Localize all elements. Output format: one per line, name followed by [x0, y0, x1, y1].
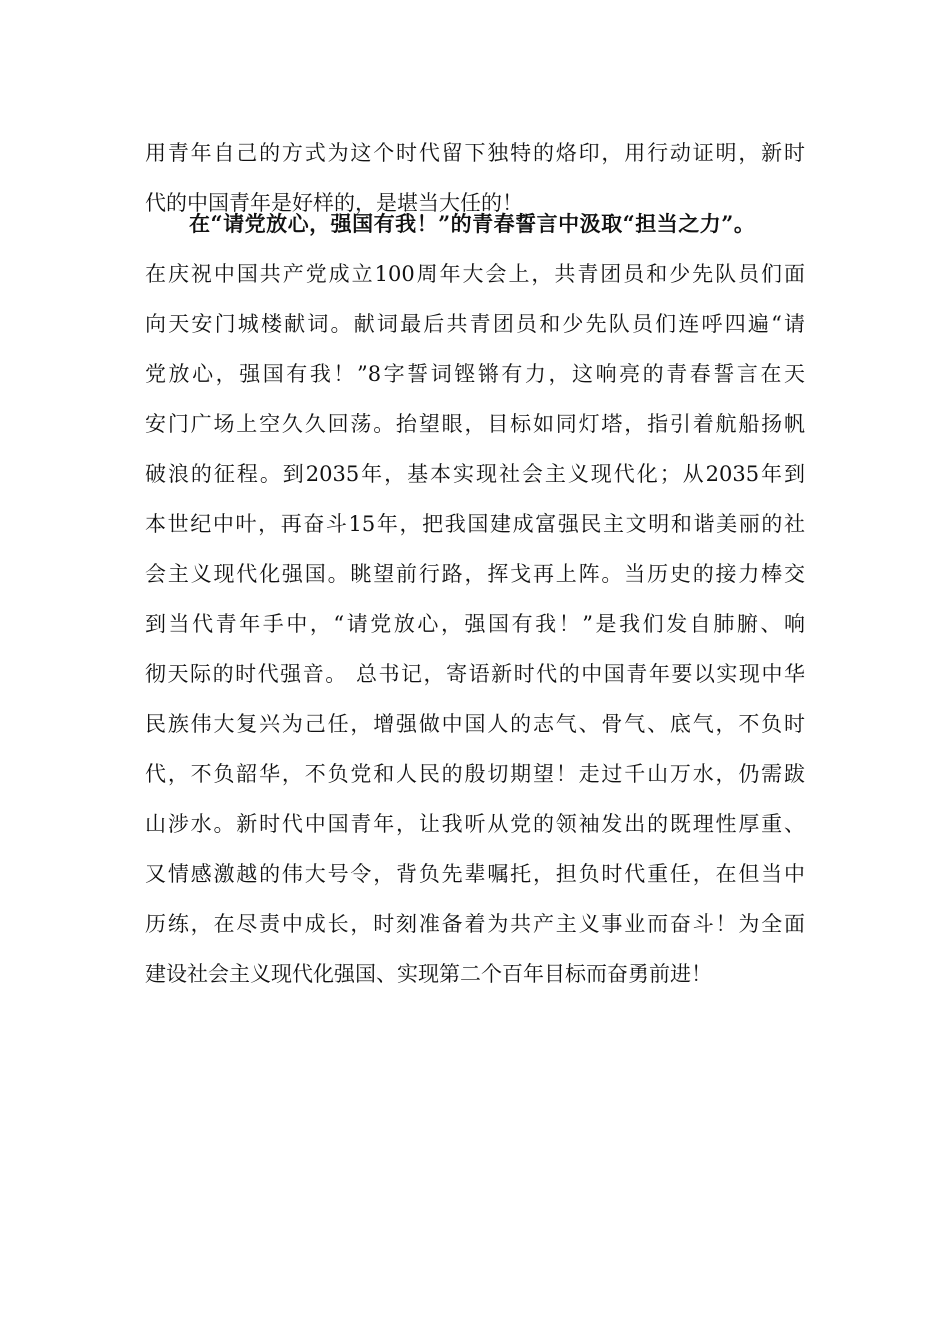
paragraph-line: 安门广场上空久久回荡。抬望眼，目标如同灯塔，指引着航船扬帆: [145, 412, 805, 436]
paragraph-line: 建设社会主义现代化强国、实现第二个百年目标而奋勇前进！: [145, 962, 712, 986]
paragraph-line: 代，不负韶华，不负党和人民的殷切期望！走过千山万水，仍需跋: [145, 762, 805, 786]
paragraph-line: 代的中国青年是好样的，是堪当大任的！: [145, 191, 523, 215]
paragraph-line: 在庆祝中国共产党成立100周年大会上，共青团员和少先队员们面: [145, 262, 805, 286]
paragraph-line: 山涉水。新时代中国青年，让我听从党的领袖发出的既理性厚重、: [145, 812, 805, 836]
paragraph-line: 彻天际的时代强音。 总书记，寄语新时代的中国青年要以实现中华: [145, 662, 805, 686]
paragraph-line: 到当代青年手中，“请党放心，强国有我！”是我们发自肺腑、响: [145, 612, 805, 636]
paragraph-line: 历练，在尽责中成长，时刻准备着为共产主义事业而奋斗！为全面: [145, 912, 805, 936]
section-heading: 在“请党放心，强国有我！”的青春誓言中汲取“担当之力”。: [189, 211, 756, 236]
paragraph-line: 党放心，强国有我！”8字誓词铿锵有力，这响亮的青春誓言在天: [145, 362, 805, 386]
section-paragraph: [145, 199, 805, 999]
paragraph-line: 又情感激越的伟大号令，背负先辈嘱托，担负时代重任，在但当中: [145, 862, 805, 886]
paragraph-line: 民族伟大复兴为己任，增强做中国人的志气、骨气、底气，不负时: [145, 712, 805, 736]
paragraph-line: 本世纪中叶，再奋斗15年，把我国建成富强民主文明和谐美丽的社: [145, 512, 805, 536]
paragraph-line: 向天安门城楼献词。献词最后共青团员和少先队员们连呼四遍“请: [145, 312, 805, 336]
paragraph-line: 会主义现代化强国。眺望前行路，挥戈再上阵。当历史的接力棒交: [145, 562, 805, 586]
paragraph-line: 破浪的征程。到2035年，基本实现社会主义现代化；从2035年到: [145, 462, 805, 486]
paragraph-line: 用青年自己的方式为这个时代留下独特的烙印，用行动证明，新时: [145, 141, 805, 165]
